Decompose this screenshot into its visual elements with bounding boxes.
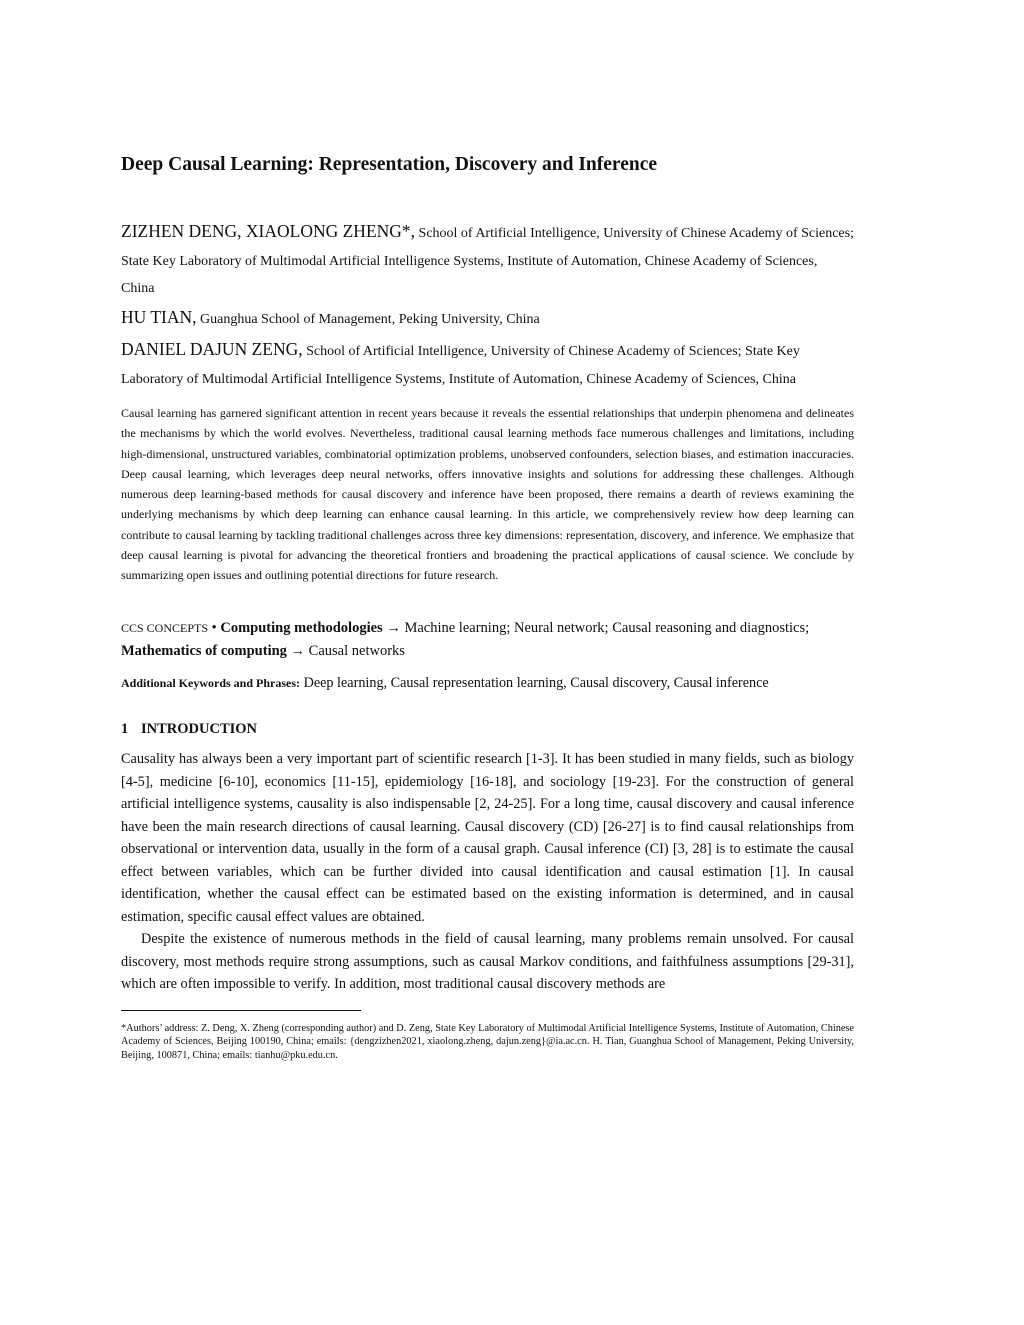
affiliation-1 xyxy=(121,218,854,303)
author-institution: School of Artificial Intelligence, University of Chinese Academy of Sciences; State Key Laboratory of Multimodal Artificial Intelligence Systems, Institute of Automation, Chinese Academy of Sciences, China xyxy=(121,226,854,296)
author-institution: School of Artificial Intelligence, University of Chinese Academy of Sciences; State Key Laboratory of Multimodal Artificial Intelligence Systems, Institute of Automation, Chinese Academy of Sciences, China xyxy=(121,344,800,387)
ccs-label: CCS CONCEPTS xyxy=(121,621,209,635)
ccs-bullet: • xyxy=(208,620,221,636)
paper-title: Deep Causal Learning: Representation, Discovery and Inference xyxy=(121,154,658,175)
affiliation-3 xyxy=(121,336,854,393)
footnote-rule xyxy=(121,1010,361,1011)
ccs-term-mathematics: Mathematics of computing xyxy=(121,643,287,659)
section-title: INTRODUCTION xyxy=(141,721,258,737)
abstract: Causal learning has garnered significant attention in recent years because it reveals the essential relationships that underpin phenomena and delineates the mechanisms by which the world evolves. Nevertheless, traditional causal learning methods face numerous challenges and limitations, including high-dimensional, unstructured variables, combinatorial optimization problems, unobserved confounders, selection biases, and estimation inaccuracies. Deep causal learning, which leverages deep neural networks, offers innovative insights and solutions for addressing these challenges. Although numerous deep learning-based methods for causal discovery and inference have been proposed, there remains a dearth of reviews examining the underlying mechanisms by which deep learning can enhance causal learning. In this article, we comprehensively review how deep learning can contribute to causal learning by tackling traditional challenges across three key dimensions: representation, discovery, and inference. We emphasize that deep causal learning is pivotal for advancing the theoretical frontiers and broadening the practical applications of causal science. We conclude by summarizing open issues and outlining potential directions for future research. xyxy=(121,406,854,583)
paragraph-1: Causality has always been a very important part of scientific research [1-3]. It has been studied in many fields, such as biology [4-5], medicine [6-10], economics [11-15], epidemiology [16-18], and sociology [19-23]. For the construction of general artificial intelligence systems, causality is also indispensable [2, 24-25]. For a long time, causal discovery and causal inference have been the main research directions of causal learning. Causal discovery (CD) [26-27] is to find causal relationships from observational or intervention data, usually in the form of a causal graph. Causal inference (CI) [3, 28] is to estimate the causal effect between variables, which can be further divided into causal identification and causal estimation [1]. In causal identification, whether the causal effect can be estimated based on the existing information is determined, and in causal estimation, specific causal effect values are obtained. xyxy=(121,751,854,925)
author-names: DANIEL DAJUN ZENG, xyxy=(121,339,303,359)
author-names: ZIZHEN DENG, XIAOLONG ZHENG*, xyxy=(121,221,416,241)
ccs-arrow: → xyxy=(286,643,309,659)
keywords-label: Additional Keywords and Phrases: xyxy=(121,676,301,690)
section-number: 1 xyxy=(121,721,129,737)
affiliation-2 xyxy=(121,304,854,334)
ccs-arrow: → xyxy=(382,620,405,636)
keywords xyxy=(121,675,854,692)
ccs-items-computing: Machine learning; Neural network; Causal reasoning and diagnostics; xyxy=(404,620,810,636)
ccs-term-computing: Computing methodologies xyxy=(220,620,383,636)
footnote-authors-address: *Authors’ address: Z. Deng, X. Zheng (corresponding author) and D. Zeng, State Key Laboratory of Multimodal Artificial Intelligence Systems, Institute of Automation, Chinese Academy of Sciences, Beijing 100190, China; emails: {dengzizhen2021, xiaolong.zheng, dajun.zeng}@ia.ac.cn. H. Tian, Guanghua School of Management, Peking University, Beijing, 100871, China; emails: tianhu@pku.edu.cn. xyxy=(121,1023,854,1061)
author-names: HU TIAN, xyxy=(121,307,197,327)
ccs-items-mathematics: Causal networks xyxy=(308,643,405,659)
author-institution: Guanghua School of Management, Peking University, China xyxy=(196,312,540,327)
ccs-concepts xyxy=(121,617,854,663)
keywords-text: Deep learning, Causal representation learning, Causal discovery, Causal inference xyxy=(300,675,769,691)
paragraph-2: Despite the existence of numerous methods in the field of causal learning, many problems remain unsolved. For causal discovery, most methods require strong assumptions, such as causal Markov conditions, and faithfulness assumptions [29-31], which are often impossible to verify. In addition, most traditional causal discovery methods are xyxy=(121,931,854,992)
introduction-body xyxy=(121,748,854,996)
section-heading xyxy=(121,721,257,738)
